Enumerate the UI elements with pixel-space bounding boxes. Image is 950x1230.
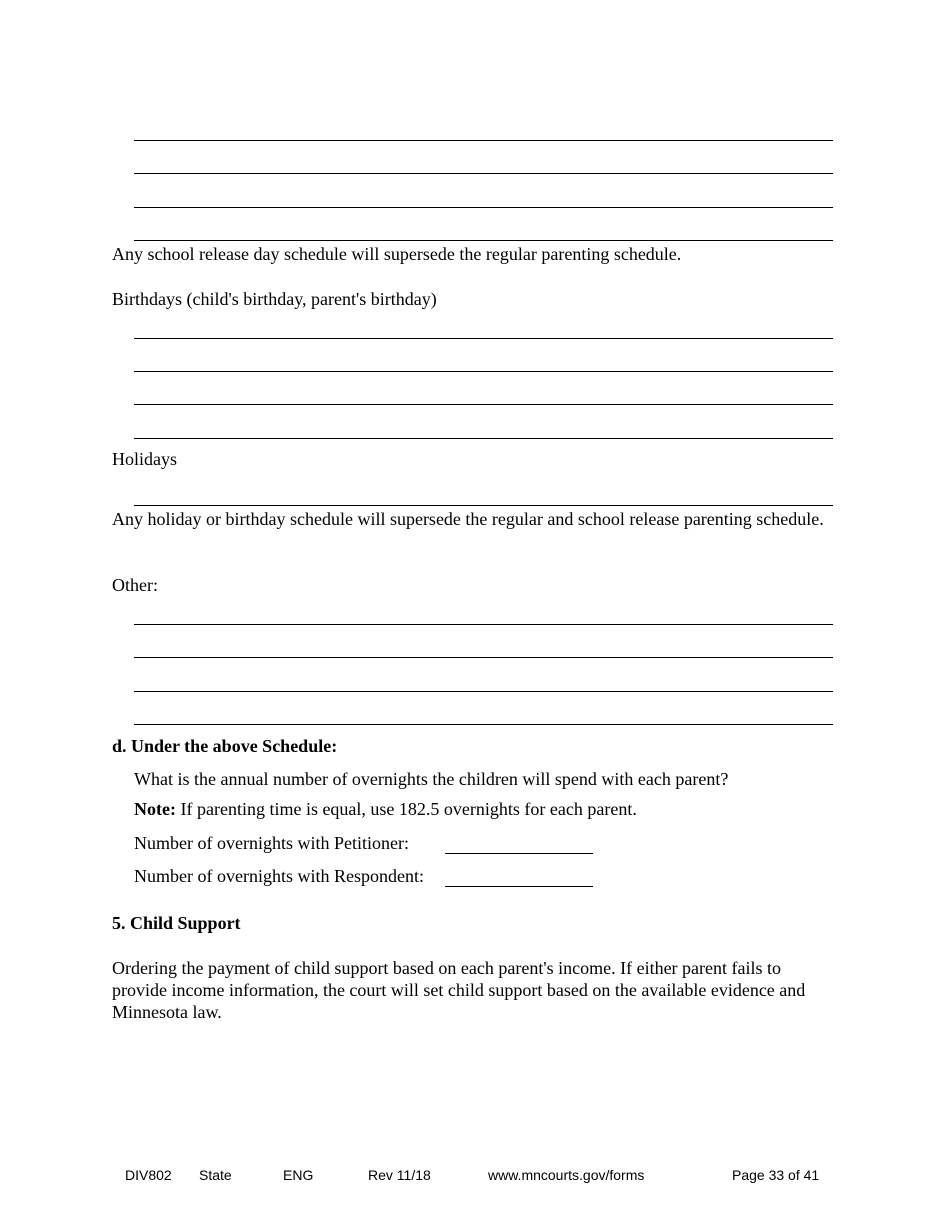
birthdays-write-line-1[interactable]	[134, 338, 833, 339]
school-release-write-line-1[interactable]	[134, 140, 833, 141]
footer-page-number: Page 33 of 41	[732, 1167, 820, 1183]
other-write-line-3[interactable]	[134, 691, 833, 692]
other-write-line-4[interactable]	[134, 724, 833, 725]
birthdays-label: Birthdays (child's birthday, parent's birthday)	[112, 289, 437, 309]
footer-revision: Rev 11/18	[368, 1167, 431, 1183]
overnights-question: What is the annual number of overnights the children will spend with each parent?	[134, 769, 729, 789]
footer-url: www.mncourts.gov/forms	[488, 1167, 645, 1183]
respondent-overnights-field[interactable]	[445, 886, 593, 887]
note-label: Note:	[134, 799, 176, 819]
footer-form-id: DIV802	[125, 1167, 172, 1183]
parenting-time-note	[134, 798, 637, 820]
birthdays-write-line-2[interactable]	[134, 371, 833, 372]
holidays-write-line[interactable]	[134, 505, 833, 506]
footer-language: ENG	[283, 1167, 314, 1183]
birthdays-write-line-3[interactable]	[134, 404, 833, 405]
other-write-line-1[interactable]	[134, 624, 833, 625]
note-text: If parenting time is equal, use 182.5 overnights for each parent.	[175, 799, 637, 819]
petitioner-overnights-field[interactable]	[445, 853, 593, 854]
section-d-heading: d. Under the above Schedule:	[112, 736, 338, 756]
child-support-text: Ordering the payment of child support based on each parent's income. If either parent fails to provide income information, the court will set child support based on the available evidence and Minnesota law.	[112, 958, 806, 1022]
other-label: Other:	[112, 575, 158, 595]
school-release-note: Any school release day schedule will supersede the regular parenting schedule.	[112, 244, 682, 264]
birthdays-write-line-4[interactable]	[134, 438, 833, 439]
school-release-write-line-2[interactable]	[134, 173, 833, 174]
holiday-note: Any holiday or birthday schedule will supersede the regular and school release parenting schedule.	[112, 509, 824, 529]
child-support-heading: 5. Child Support	[112, 913, 241, 933]
holidays-label: Holidays	[112, 449, 177, 469]
school-release-write-line-4[interactable]	[134, 240, 833, 241]
footer-state: State	[199, 1167, 232, 1183]
respondent-overnights-label: Number of overnights with Respondent:	[134, 866, 424, 886]
petitioner-overnights-label: Number of overnights with Petitioner:	[134, 833, 409, 853]
other-write-line-2[interactable]	[134, 657, 833, 658]
school-release-write-line-3[interactable]	[134, 207, 833, 208]
